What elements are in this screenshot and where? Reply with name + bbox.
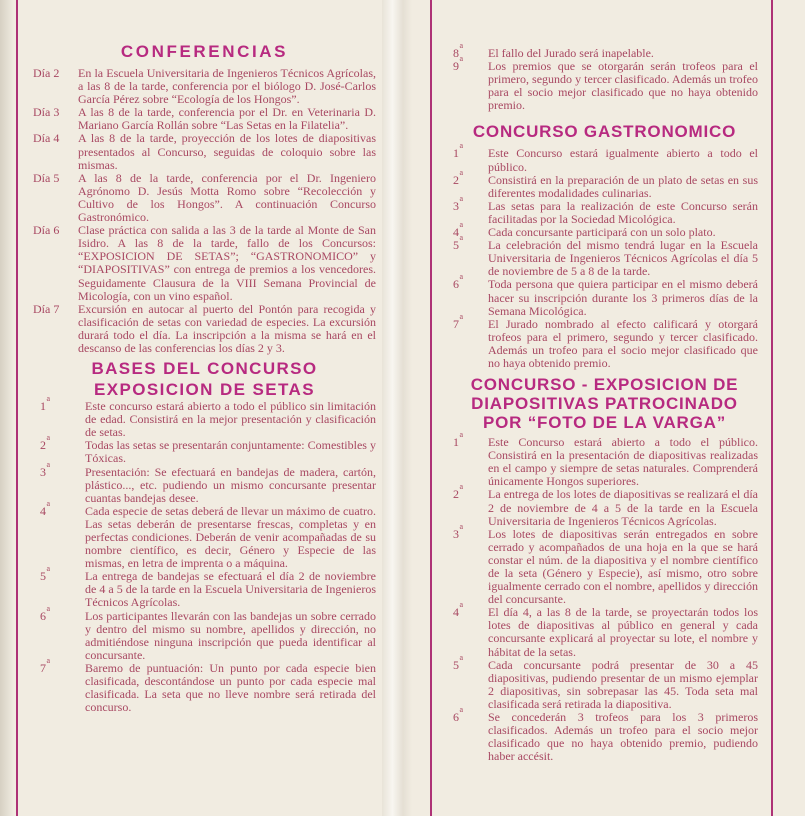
item-number: 4$^a$	[453, 220, 464, 240]
item-text: Cada concursante participará con un solo plato.	[488, 225, 716, 240]
item-number: 4$^a$	[453, 600, 464, 620]
item-text: Todas las setas se presentarán conjuntamente: Comestibles y Tóxicas.	[85, 438, 376, 466]
diapositivas-rule-item	[451, 521, 758, 607]
item-number: 8$^a$	[453, 41, 464, 60]
item-number: 6$^a$	[40, 603, 51, 623]
bases-heading	[33, 358, 376, 400]
item-text: Consistirá en la preparación de un plato de setas en sus diferentes modalidades culinarias.	[488, 172, 758, 200]
day-text: A las 8 de la tarde, proyección de los lotes de diapositivas presentados al Concurso, seguidas de coloquio sobre las mismas.	[78, 131, 376, 172]
bases-rule-item	[33, 433, 376, 466]
gastro-rule-item	[451, 141, 758, 174]
diapositivas-rule-item	[451, 430, 758, 489]
gastronomico-heading: CONCURSO GASTRONOMICO	[472, 122, 737, 142]
item-text: Presentación: Se efectuará en bandejas de madera, cartón, plástico..., etc. pudiendo un mismo concursante presentar cuantas bandejas desee.	[85, 464, 376, 505]
conference-day-item	[33, 67, 376, 106]
day-label: Día 7	[33, 301, 60, 316]
diapositivas-rule-item	[451, 600, 758, 659]
gastro-rule-item	[451, 167, 758, 200]
item-text: Cada especie de setas deberá de llevar un máximo de cuatro. Las setas deberán de presentarse frescas, completas y en perfectas condiciones. Deberán de venir acompañadas de su nombre científico, es decir, Género y Especie de las mismas, en letra de imprenta o a máquina.	[85, 503, 376, 571]
scan-edge-shadow	[0, 0, 14, 816]
item-number: 1$^a$	[453, 141, 464, 161]
diapositivas-heading	[451, 375, 758, 432]
bases-rule-item	[33, 394, 376, 440]
day-label: Día 5	[33, 170, 60, 185]
diapositivas-heading-line3: POR “FOTO DE LA VARGA”	[482, 413, 727, 433]
gastro-rule-item	[451, 272, 758, 318]
item-number: 5$^a$	[40, 564, 51, 584]
diapositivas-heading-line1: CONCURSO - EXPOSICION DE	[470, 375, 739, 395]
day-text: A las 8 de la tarde, conferencia por el Dr. Ingeniero Agrónomo D. Jesús Motta Romo sobre “Recolección y Cultivo de los Hongos”. A continuación Concurso Gastronómico.	[78, 170, 376, 225]
center-vertical-rule	[430, 0, 432, 816]
fold-crease	[382, 0, 412, 816]
diapositivas-rule-item	[451, 652, 758, 711]
item-text: Toda persona que quiera participar en el mismo deberá hacer su inscripción durante los 3 primeros días de la Semana Micológica.	[488, 277, 758, 318]
day-label: Día 4	[33, 131, 60, 146]
item-text: Baremo de puntuación: Un punto por cada especie bien clasificada, descontándose un punto por cada especie mal clasificada. La seta que no lleve nombre será retirada del concurso.	[85, 660, 376, 715]
conference-day-item	[33, 106, 376, 132]
day-label: Día 2	[33, 66, 60, 80]
gastro-rule-item	[451, 193, 758, 226]
bases-rule-item	[33, 603, 376, 662]
bases-rule-item	[33, 564, 376, 610]
day-label: Día 6	[33, 223, 60, 238]
item-number: 3$^a$	[453, 193, 464, 213]
item-number: 6$^a$	[453, 705, 464, 725]
day-text: En la Escuela Universitaria de Ingenieros Técnicos Agrícolas, a las 8 de la tarde, conferencia por el biólogo D. José-Carlos García Pérez sobre “Ecología de los Hongos”.	[78, 66, 376, 107]
continuation-rule-item	[451, 54, 758, 113]
item-text: Se concederán 3 trofeos para los 3 primeros clasificados. Además un trofeo para el socio mejor clasificado que no haya obtenido premio, pudiendo haber accésit.	[488, 710, 758, 764]
item-text: Los premios que se otorgarán serán trofeos para el primero, segundo y tercer clasificado. Además un trofeo para el socio mejor clasificado que no haya obtenido premio.	[488, 59, 758, 113]
item-number: 5$^a$	[453, 652, 464, 672]
item-number: 9$^a$	[453, 54, 464, 74]
item-text: El día 4, a las 8 de la tarde, se proyectarán todos los lotes de diapositivas al público en general y cada concursante explicará al proyectar su lote, el nombre y hábitat de la setas.	[488, 605, 758, 659]
item-number: 2$^a$	[453, 482, 464, 502]
left-panel	[33, 42, 376, 714]
item-number: 7$^a$	[453, 311, 464, 331]
right-panel	[451, 41, 758, 764]
item-number: 2$^a$	[453, 167, 464, 187]
conference-day-item	[33, 303, 376, 355]
item-text: La celebración del mismo tendrá lugar en la Escuela Universitaria de Ingenieros Técnicos Agrícolas el día 5 de noviembre de 5 a 8 de la tarde.	[488, 238, 758, 279]
gastro-rule-item	[451, 311, 758, 370]
item-number: 3$^a$	[453, 521, 464, 541]
item-text: El Jurado nombrado al efecto calificará y otorgará trofeos para el primero, segundo y tercer clasificado. Además un trofeo para el socio mejor clasificado que no haya obtenido premio.	[488, 316, 758, 370]
item-text: Los participantes llevarán con las bandejas un sobre cerrado y dentro del mismo su nombre, apellidos y dirección, no admitiéndose ninguna inscripción que pueda identificar al concursante.	[85, 608, 376, 662]
item-text: Los lotes de diapositivas serán entregados en sobre cerrado y acompañados de una hoja en la que se hará constar el núm. de la diapositiva y el nombre científico de la seta (Género y Especie), así mismo, otro sobre igualmente cerrado con el nombre, apellidos y dirección del concursante.	[488, 526, 758, 607]
item-text: Este concurso estará abierto a todo el público sin limitación de edad. Consistirá en la mejor presentación y clasificación de setas.	[85, 399, 376, 440]
item-number: 3$^a$	[40, 459, 51, 479]
day-text: A las 8 de la tarde, conferencia por el Dr. en Veterinaria D. Mariano García Rollán sobre “Las Setas en la Filatelia”.	[78, 105, 376, 133]
item-text: La entrega de los lotes de diapositivas se realizará el día 2 de noviembre de 4 a 5 de la tarde en la Escuela Universitaria de Ingenieros Técnicos Agrícolas.	[488, 487, 758, 528]
diapositivas-rule-item	[451, 482, 758, 528]
item-text: Cada concursante podrá presentar de 30 a 45 diapositivas, pudiendo presentar de un mismo ejemplar 2 diapositivas, sin sobrepasar las 45. Toda seta mal clasificada será retirada la diapositiva.	[488, 657, 758, 711]
day-text: Excursión en autocar al puerto del Pontón para recogida y clasificación de setas con variedad de especies. La excursión durará todo el día. La inscripción a la misma se hará en el descanso de las conferencias los días 2 y 3.	[78, 301, 376, 355]
item-text: Este Concurso estará abierto a todo el público. Consistirá en la presentación de diapositivas realizadas en el campo y siempre de setas naturales. Comprenderá únicamente Hongos superiores.	[488, 435, 758, 489]
day-text: Clase práctica con salida a las 3 de la tarde al Monte de San Isidro. A las 8 de la tarde, fallo de los Concursos: “EXPOSICION DE SETAS”; “GASTRONOMICO” y “DIAPOSITIVAS” con entrega de premios a los vencedores. Seguidamente Clausura de la VIII Semana Provincial de Micología, con un vino español.	[78, 223, 376, 303]
item-text: La entrega de bandejas se efectuará el día 2 de noviembre de 4 a 5 de la tarde en la Escuela Universitaria de Ingenieros Técnicos Agrícolas.	[85, 569, 376, 610]
conference-day-item	[33, 172, 376, 224]
item-number: 1$^a$	[40, 394, 51, 414]
item-text: Las setas para la realización de este Concurso serán facilitadas por la Sociedad Micológica.	[488, 198, 758, 226]
bases-rule-item	[33, 498, 376, 571]
bases-heading-line2: EXPOSICION DE SETAS	[94, 380, 315, 400]
item-text: El fallo del Jurado será inapelable.	[488, 46, 654, 60]
item-number: 1$^a$	[453, 430, 464, 450]
day-label: Día 3	[33, 105, 60, 120]
item-number: 7$^a$	[40, 655, 51, 675]
item-number: 2$^a$	[40, 433, 51, 453]
item-text: Este Concurso estará igualmente abierto a todo el público.	[488, 146, 758, 174]
bases-rule-item	[33, 655, 376, 715]
right-vertical-rule	[771, 0, 773, 816]
diapositivas-rule-item	[451, 705, 758, 764]
conference-day-item	[33, 132, 376, 171]
item-number: 5$^a$	[453, 233, 464, 253]
conferencias-heading: CONFERENCIAS	[120, 42, 289, 61]
conference-day-item	[33, 224, 376, 303]
left-vertical-rule	[16, 0, 18, 816]
item-number: 4$^a$	[40, 498, 51, 518]
diapositivas-heading-line2: DIAPOSITIVAS PATROCINADO	[471, 394, 738, 414]
gastro-rule-item	[451, 233, 758, 279]
item-number: 6$^a$	[453, 272, 464, 292]
bases-rule-item	[33, 459, 376, 505]
bases-heading-line1: BASES DEL CONCURSO	[91, 359, 318, 379]
